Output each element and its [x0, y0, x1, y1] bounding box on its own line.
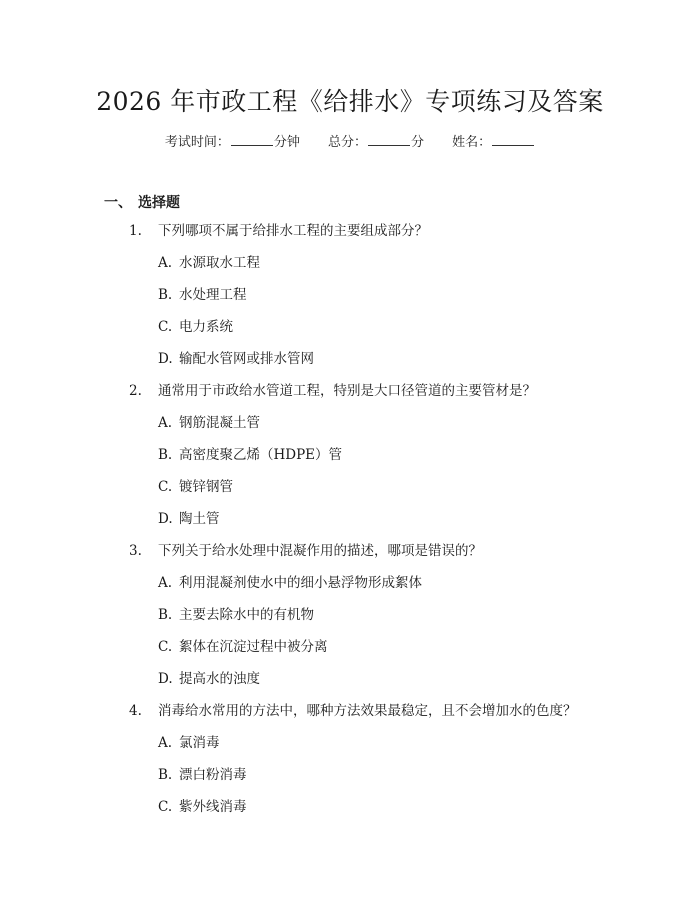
score-label: 总分：	[327, 135, 367, 150]
option-2b	[0, 439, 700, 471]
option-text: 利用混凝剂使水中的细小悬浮物形成絮体	[179, 575, 422, 591]
exam-time	[165, 131, 300, 150]
name-label: 姓名：	[452, 135, 492, 150]
option-3a	[0, 567, 700, 599]
score-unit: 分	[411, 135, 425, 150]
option-4a	[0, 727, 700, 759]
score-blank	[368, 133, 410, 146]
option-text: 输配水管网或排水管网	[179, 351, 314, 367]
exam-meta	[0, 131, 700, 150]
time-blank	[231, 133, 273, 146]
option-text: 紫外线消毒	[179, 799, 247, 815]
option-1d	[0, 343, 700, 375]
option-3c	[0, 631, 700, 663]
option-letter: A.	[158, 255, 173, 271]
option-letter: A.	[158, 735, 173, 751]
question-3	[0, 535, 700, 567]
option-letter: C.	[158, 639, 173, 655]
question-text: 通常用于市政给水管道工程，特别是大口径管道的主要管材是？	[158, 383, 536, 399]
name-blank	[492, 133, 534, 146]
question-number: 1.	[129, 223, 142, 239]
option-text: 提高水的浊度	[179, 671, 260, 687]
option-text: 水处理工程	[179, 287, 247, 303]
question-list	[0, 215, 700, 823]
option-text: 镀锌钢管	[179, 479, 233, 495]
option-letter: D.	[158, 511, 173, 527]
option-letter: B.	[158, 447, 173, 463]
option-4b	[0, 759, 700, 791]
option-text: 水源取水工程	[179, 255, 260, 271]
question-4	[0, 695, 700, 727]
question-text: 下列关于给水处理中混凝作用的描述，哪项是错误的？	[158, 543, 482, 559]
section-heading	[104, 192, 180, 212]
option-3b	[0, 599, 700, 631]
question-1	[0, 215, 700, 247]
option-letter: C.	[158, 319, 173, 335]
section-number: 一、	[104, 195, 132, 211]
question-number: 3.	[129, 543, 142, 559]
option-letter: D.	[158, 671, 173, 687]
option-text: 絮体在沉淀过程中被分离	[179, 639, 328, 655]
option-text: 电力系统	[179, 319, 233, 335]
time-unit: 分钟	[273, 135, 300, 150]
question-number: 4.	[129, 703, 142, 719]
option-text: 漂白粉消毒	[179, 767, 247, 783]
option-2c	[0, 471, 700, 503]
option-text: 陶土管	[179, 511, 220, 527]
question-text: 下列哪项不属于给排水工程的主要组成部分？	[158, 223, 428, 239]
option-1a	[0, 247, 700, 279]
option-text: 钢筋混凝土管	[179, 415, 260, 431]
option-2a	[0, 407, 700, 439]
option-letter: B.	[158, 287, 173, 303]
exam-score	[328, 131, 424, 150]
option-3d	[0, 663, 700, 695]
option-letter: A.	[158, 575, 173, 591]
option-letter: C.	[158, 479, 173, 495]
option-letter: B.	[158, 767, 173, 783]
option-letter: C.	[158, 799, 173, 815]
exam-name	[452, 131, 535, 150]
question-text: 消毒给水常用的方法中，哪种方法效果最稳定，且不会增加水的色度？	[158, 703, 577, 719]
question-number: 2.	[129, 383, 142, 399]
option-letter: D.	[158, 351, 173, 367]
option-text: 高密度聚乙烯（HDPE）管	[179, 447, 343, 463]
time-label: 考试时间：	[164, 135, 230, 150]
option-2d	[0, 503, 700, 535]
option-4c	[0, 791, 700, 823]
option-letter: A.	[158, 415, 173, 431]
option-letter: B.	[158, 607, 173, 623]
option-text: 氯消毒	[179, 735, 220, 751]
option-1b	[0, 279, 700, 311]
option-text: 主要去除水中的有机物	[179, 607, 314, 623]
question-2	[0, 375, 700, 407]
option-1c	[0, 311, 700, 343]
document-title: 2026 年市政工程《给排水》专项练习及答案	[96, 87, 604, 116]
section-title: 选择题	[138, 195, 180, 211]
